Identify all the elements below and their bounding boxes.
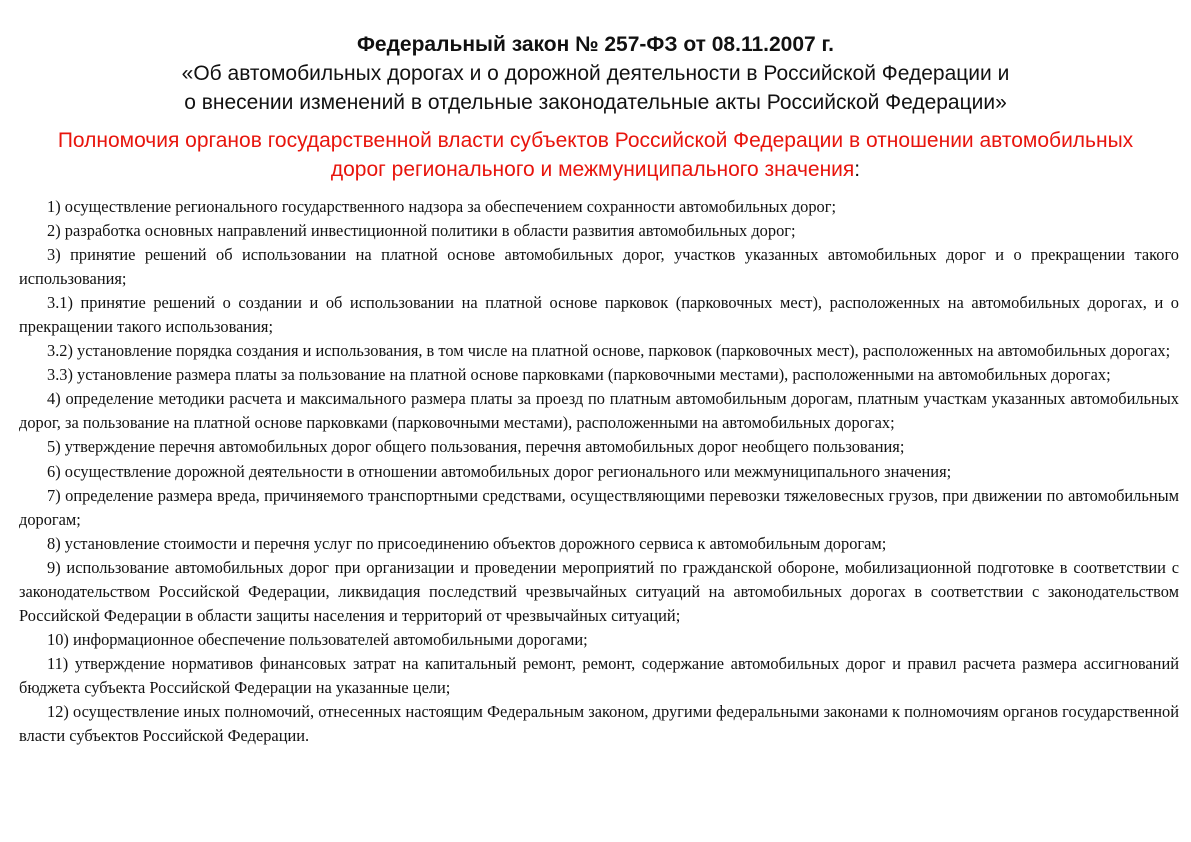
- powers-list-item: 3) принятие решений об использовании на платной основе автомобильных дорог, участков указанных автомобильных дорог и о прекращении такого использования;: [19, 245, 1179, 289]
- powers-list-item: 8) установление стоимости и перечня услуг по присоединению объектов дорожного сервиса к автомобильным дорогам;: [47, 533, 887, 553]
- powers-list-item: 3.2) установление порядка создания и использования, в том числе на платной основе, парковок (парковочных мест), расположенных на автомобильных дорогах;: [47, 341, 1171, 361]
- law-name-line-2: о внесении изменений в отдельные законодательные акты Российской Федерации»: [184, 91, 1007, 114]
- law-title: Федеральный закон № 257-ФЗ от 08.11.2007 г.: [356, 33, 835, 56]
- section-subtitle: [40, 126, 1151, 184]
- powers-list-item: 5) утверждение перечня автомобильных дорог общего пользования, перечня автомобильных дорог необщего пользования;: [47, 437, 905, 457]
- powers-list-item: 4) определение методики расчета и максимального размера платы за проезд по платным автомобильным дорогам, платным участкам указанных автомобильных дорог, за пользование на платной основе парковками (парковочными местами), расположенными на автомобильных дорогах;: [19, 389, 1179, 433]
- powers-list-item: 3.3) установление размера платы за пользование на платной основе парковками (парковочными местами), расположенными на автомобильных дорогах;: [47, 365, 1111, 385]
- subtitle-text: Полномочия органов государственной власти субъектов Российской Федерации в отношении автомобильных дорог регионального и межмуниципального значения: [57, 129, 1134, 181]
- powers-list-item: 2) разработка основных направлений инвестиционной политики в области развития автомобильных дорог;: [47, 221, 796, 241]
- powers-list-item: 6) осуществление дорожной деятельности в отношении автомобильных дорог регионального или межмуниципального значения;: [47, 461, 952, 481]
- powers-list-item: 12) осуществление иных полномочий, отнесенных настоящим Федеральным законом, другими федеральными законами к полномочиям органов государственной власти субъектов Российской Федерации.: [19, 701, 1179, 746]
- law-name-line-1: «Об автомобильных дорогах и о дорожной деятельности в Российской Федерации и: [181, 62, 1010, 85]
- law-header: [60, 30, 1131, 117]
- powers-list: [19, 195, 1179, 748]
- powers-list-item: 9) использование автомобильных дорог при организации и проведении мероприятий по гражданской обороне, мобилизационной подготовке в соответствии с законодательством Российской Федерации, ликвидация последствий чрезвычайных ситуаций на автомобильных дорогах в соответствии с законодательством Российской Федерации в области защиты населения и территорий от чрезвычайных ситуаций;: [19, 557, 1179, 625]
- powers-list-item: 10) информационное обеспечение пользователей автомобильными дорогами;: [47, 629, 588, 649]
- powers-list-item: 11) утверждение нормативов финансовых затрат на капитальный ремонт, ремонт, содержание автомобильных дорог и правил расчета размера ассигнований бюджета субъекта Российской Федерации на указанные цели;: [19, 653, 1179, 697]
- powers-list-item: 1) осуществление регионального государственного надзора за обеспечением сохранности автомобильных дорог;: [47, 197, 836, 216]
- powers-list-item: 3.1) принятие решений о создании и об использовании на платной основе парковок (парковочных мест), расположенных на автомобильных дорогах, и о прекращении такого использования;: [19, 293, 1179, 337]
- powers-list-item: 7) определение размера вреда, причиняемого транспортными средствами, осуществляющими перевозки тяжеловесных грузов, при движении по автомобильным дорогам;: [19, 485, 1179, 529]
- subtitle-colon: :: [854, 158, 861, 181]
